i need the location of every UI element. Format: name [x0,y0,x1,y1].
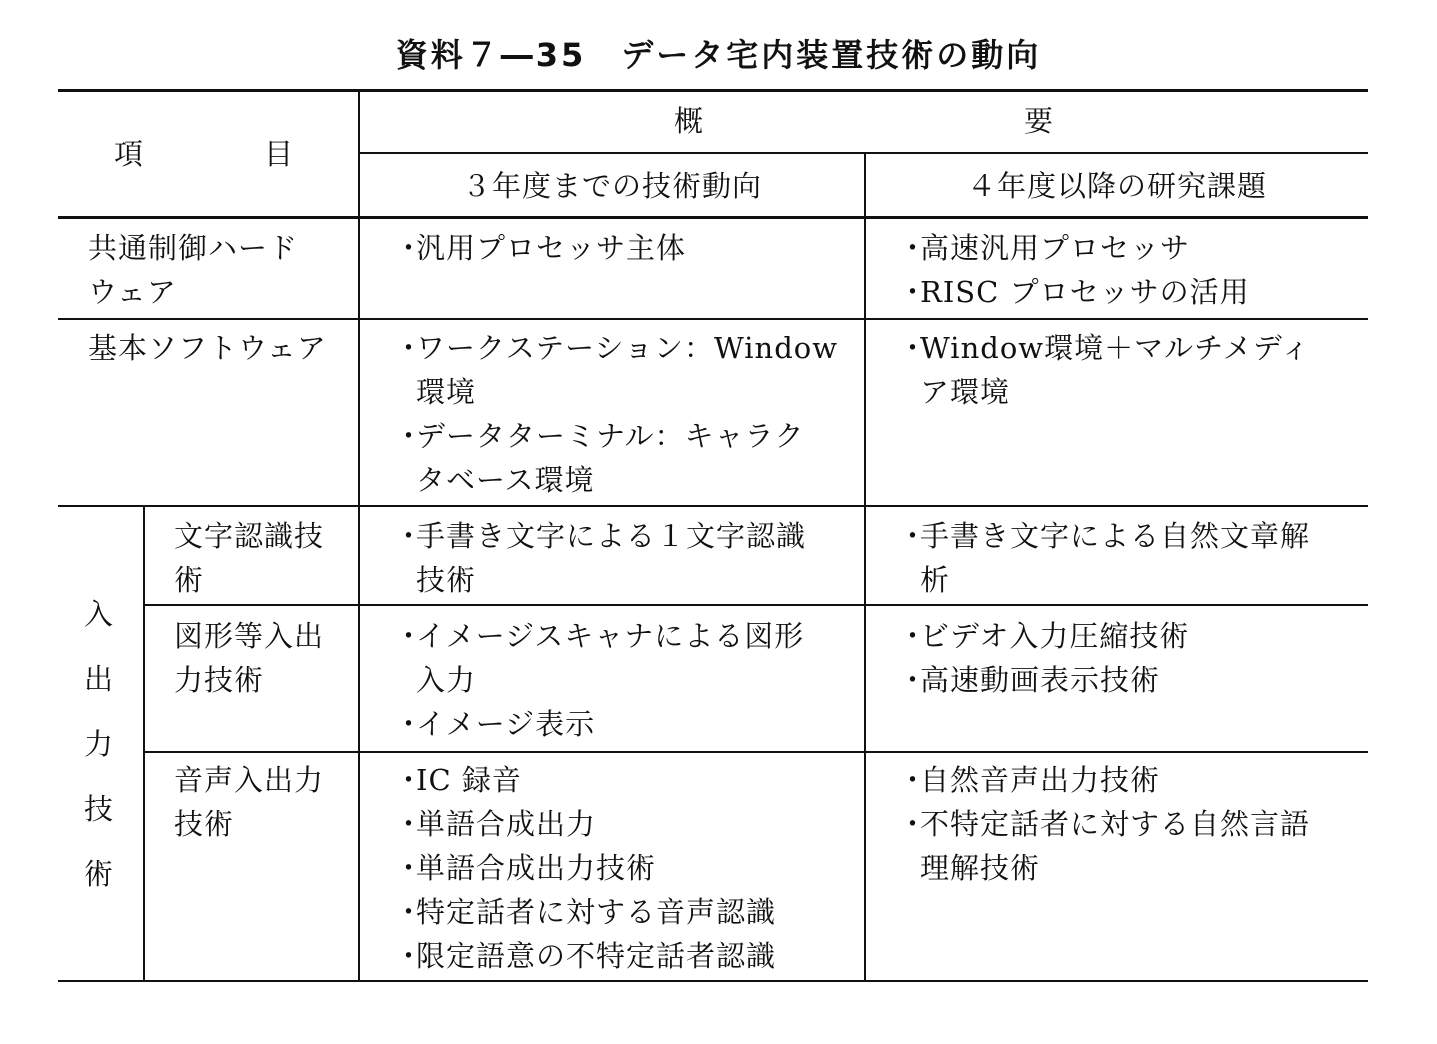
header-future-research: ４年度以降の研究課題 [966,169,1267,203]
label-line: 文字認識技 [174,519,325,553]
row1-bottom-rule [58,318,1368,320]
bullet-item: ・手書き文字による１文字認識 技術 [394,519,807,597]
bullet-item: ・不特定話者に対する自然言語 理解技術 [898,807,1311,885]
table-bottom-rule [58,980,1368,982]
row3-future [898,514,1310,602]
bullet-item: ・ビデオ入力圧縮技術 [898,619,1190,653]
row2-current [394,326,838,502]
bullet-item: ・単語合成出力 [394,807,597,841]
row4-bottom-rule [145,751,1368,753]
header-overview-right: 要 [1024,104,1055,138]
label-line: 共通制御ハード [88,231,299,265]
io-group-divider [143,505,145,982]
label-line: 力技術 [174,663,265,697]
row3-bottom-rule [145,604,1368,606]
row-label-character-recognition [174,514,324,602]
header-bottom-rule [58,216,1368,219]
row2-future [898,326,1311,414]
label-line: 技術 [174,807,235,841]
io-technology-group-label [84,582,113,907]
header-item: 項 目 [114,137,295,171]
bullet-item: ・IC 録音 [394,763,522,797]
bullet-item: ・限定語意の不特定話者認識 [394,939,777,973]
row-label-basic-software [88,326,327,370]
overview-column-divider [864,152,866,982]
bullet-item: ・高速汎用プロセッサ [898,231,1191,265]
row-label-voice-io [174,758,324,846]
row2-bottom-rule [58,505,1368,507]
row5-current [394,758,776,978]
bullet-item: ・ワークステーション：Window 環境 [394,331,839,409]
document-title: 資料７―35 データ宅内装置技術の動向 [395,36,1042,74]
label-line: ウェア [88,275,177,309]
table-top-rule [58,89,1368,92]
row4-future [898,614,1189,702]
io-group-char: 入 [84,597,114,631]
io-group-char: 力 [84,727,114,761]
io-group-char: 技 [84,792,114,826]
label-line: 図形等入出 [174,619,325,653]
bullet-item: ・特定話者に対する音声認識 [394,895,777,929]
row1-future [898,226,1250,314]
label-line: 基本ソフトウェア [88,331,327,365]
bullet-item: ・イメージ表示 [394,707,596,741]
row4-current [394,614,804,746]
bullet-item: ・単語合成出力技術 [394,851,657,885]
row-label-graphics-io [174,614,324,702]
label-line: 術 [174,563,205,597]
bullet-item: ・RISC プロセッサの活用 [898,275,1250,309]
item-column-divider [358,89,360,982]
io-group-char: 術 [84,857,114,891]
header-overview-left: 概 [674,104,705,138]
label-line: 音声入出力 [174,763,325,797]
row-label-common-control-hardware [88,226,298,314]
bullet-item: ・高速動画表示技術 [898,663,1161,697]
bullet-item: ・手書き文字による自然文章解 析 [898,519,1311,597]
bullet-item: ・データターミナル：キャラク タベース環境 [394,419,805,497]
bullet-item: ・自然音声出力技術 [898,763,1161,797]
io-group-char: 出 [84,662,114,696]
row5-future [898,758,1310,890]
header-current-trends: ３年度までの技術動向 [461,169,762,203]
bullet-item: ・汎用プロセッサ主体 [394,231,687,265]
row1-current [394,226,686,270]
bullet-item: ・イメージスキャナによる図形 入力 [394,619,805,697]
bullet-item: ・Window環境＋マルチメディ ア環境 [898,331,1311,409]
row3-current [394,514,806,602]
